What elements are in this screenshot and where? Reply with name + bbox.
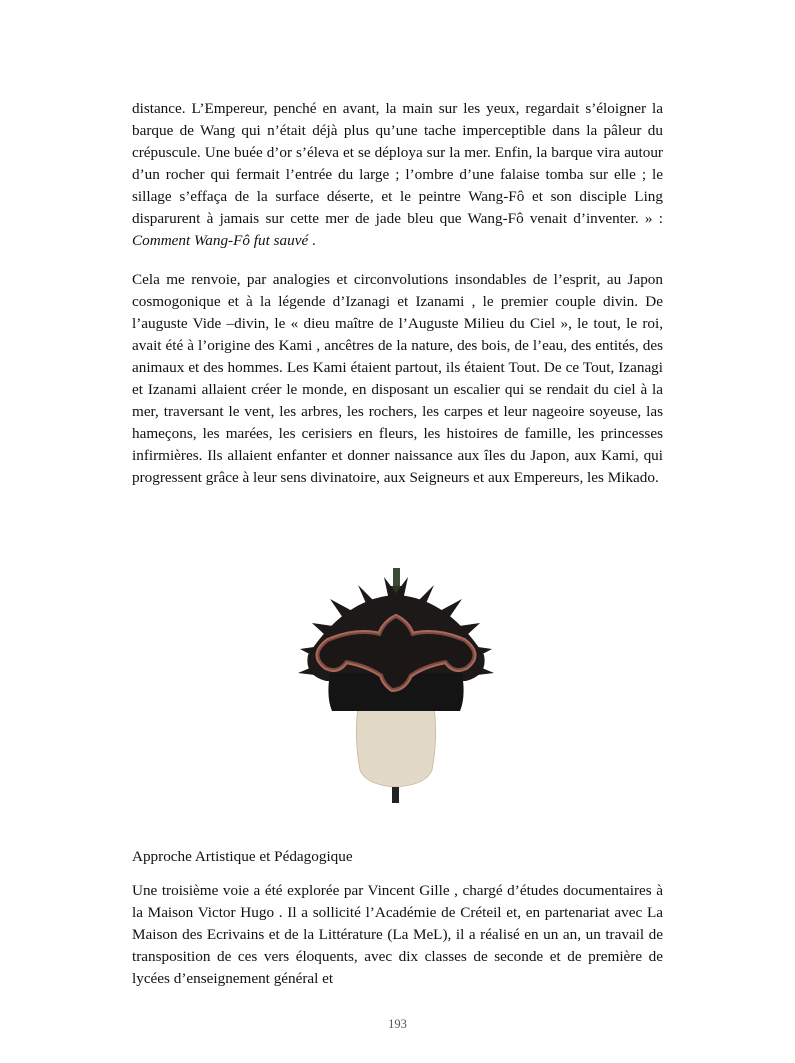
paragraph-wang-fo (132, 98, 663, 252)
paragraph-japon-cosmogonique: Cela me renvoie, par analogies et circonvolutions insondables de l’esprit, au Japon cosmogonique et à la légende d’Izanagi et Izanami , le premier couple divin. De l’auguste Vide –divin, le « dieu maître de l’Auguste Milieu du Ciel », le tout, le roi, avait été à l’origine des Kami , ancêtres de la nature, des bois, de l’eau, des entités, des animaux et des hommes. Les Kami étaient partout, ils étaient Tout. De ce Tout, Izanagi et Izanami allaient créer le monde, en disposant un escalier qui se rendait du ciel à la mer, traversant le vent, les arbres, les rochers, les carpes et leur nageoire soyeuse, las hameçons, les marées, les cerisiers en fleurs, les histoires de famille, les princesses infirmières. Ils allaient enfanter et donner naissance aux îles du Japon, aux Kami, qui progressent grâce à leur sens divinatoire, aux Seigneurs et aux Empereurs, les Mikado. (132, 271, 663, 486)
page-number: 193 (388, 1017, 407, 1031)
feathered-jacket-photo (296, 565, 496, 810)
paragraph-vincent-gille: Une troisième voie a été explorée par Vincent Gille , chargé d’études documentaires à la Maison Victor Hugo . Il a sollicité l’Académie de Créteil et, en partenariat avec La Maison des Ecrivains et de la Littérature (La MeL), il a réalisé en un an, un travail de transposition de ces vers éloquents, avec dix classes de seconde et de première de lycées d’enseignement général et (132, 882, 663, 987)
book-title: Comment Wang-Fô fut sauvé (132, 232, 309, 249)
paragraph-end: . (308, 232, 316, 249)
section-heading: Approche Artistique et Pédagogique (132, 848, 353, 865)
paragraph-text: distance. L’Empereur, penché en avant, la main sur les yeux, regardait s’éloigner la barque de Wang qui n’était déjà plus qu’une tache imperceptible dans la pâleur du crépuscule. Une buée d’or s’éleva et se déploya sur la mer. Enfin, la barque vira autour d’un rocher qui fermait l’entrée du large ; l’ombre d’une falaise tomba sur elle ; le sillage s’effaça de la surface déserte, et le peintre Wang-Fô et son disciple Ling disparurent à jamais sur cette mer de jade bleu que Wang-Fô venait d’inventer. » : (132, 100, 663, 227)
